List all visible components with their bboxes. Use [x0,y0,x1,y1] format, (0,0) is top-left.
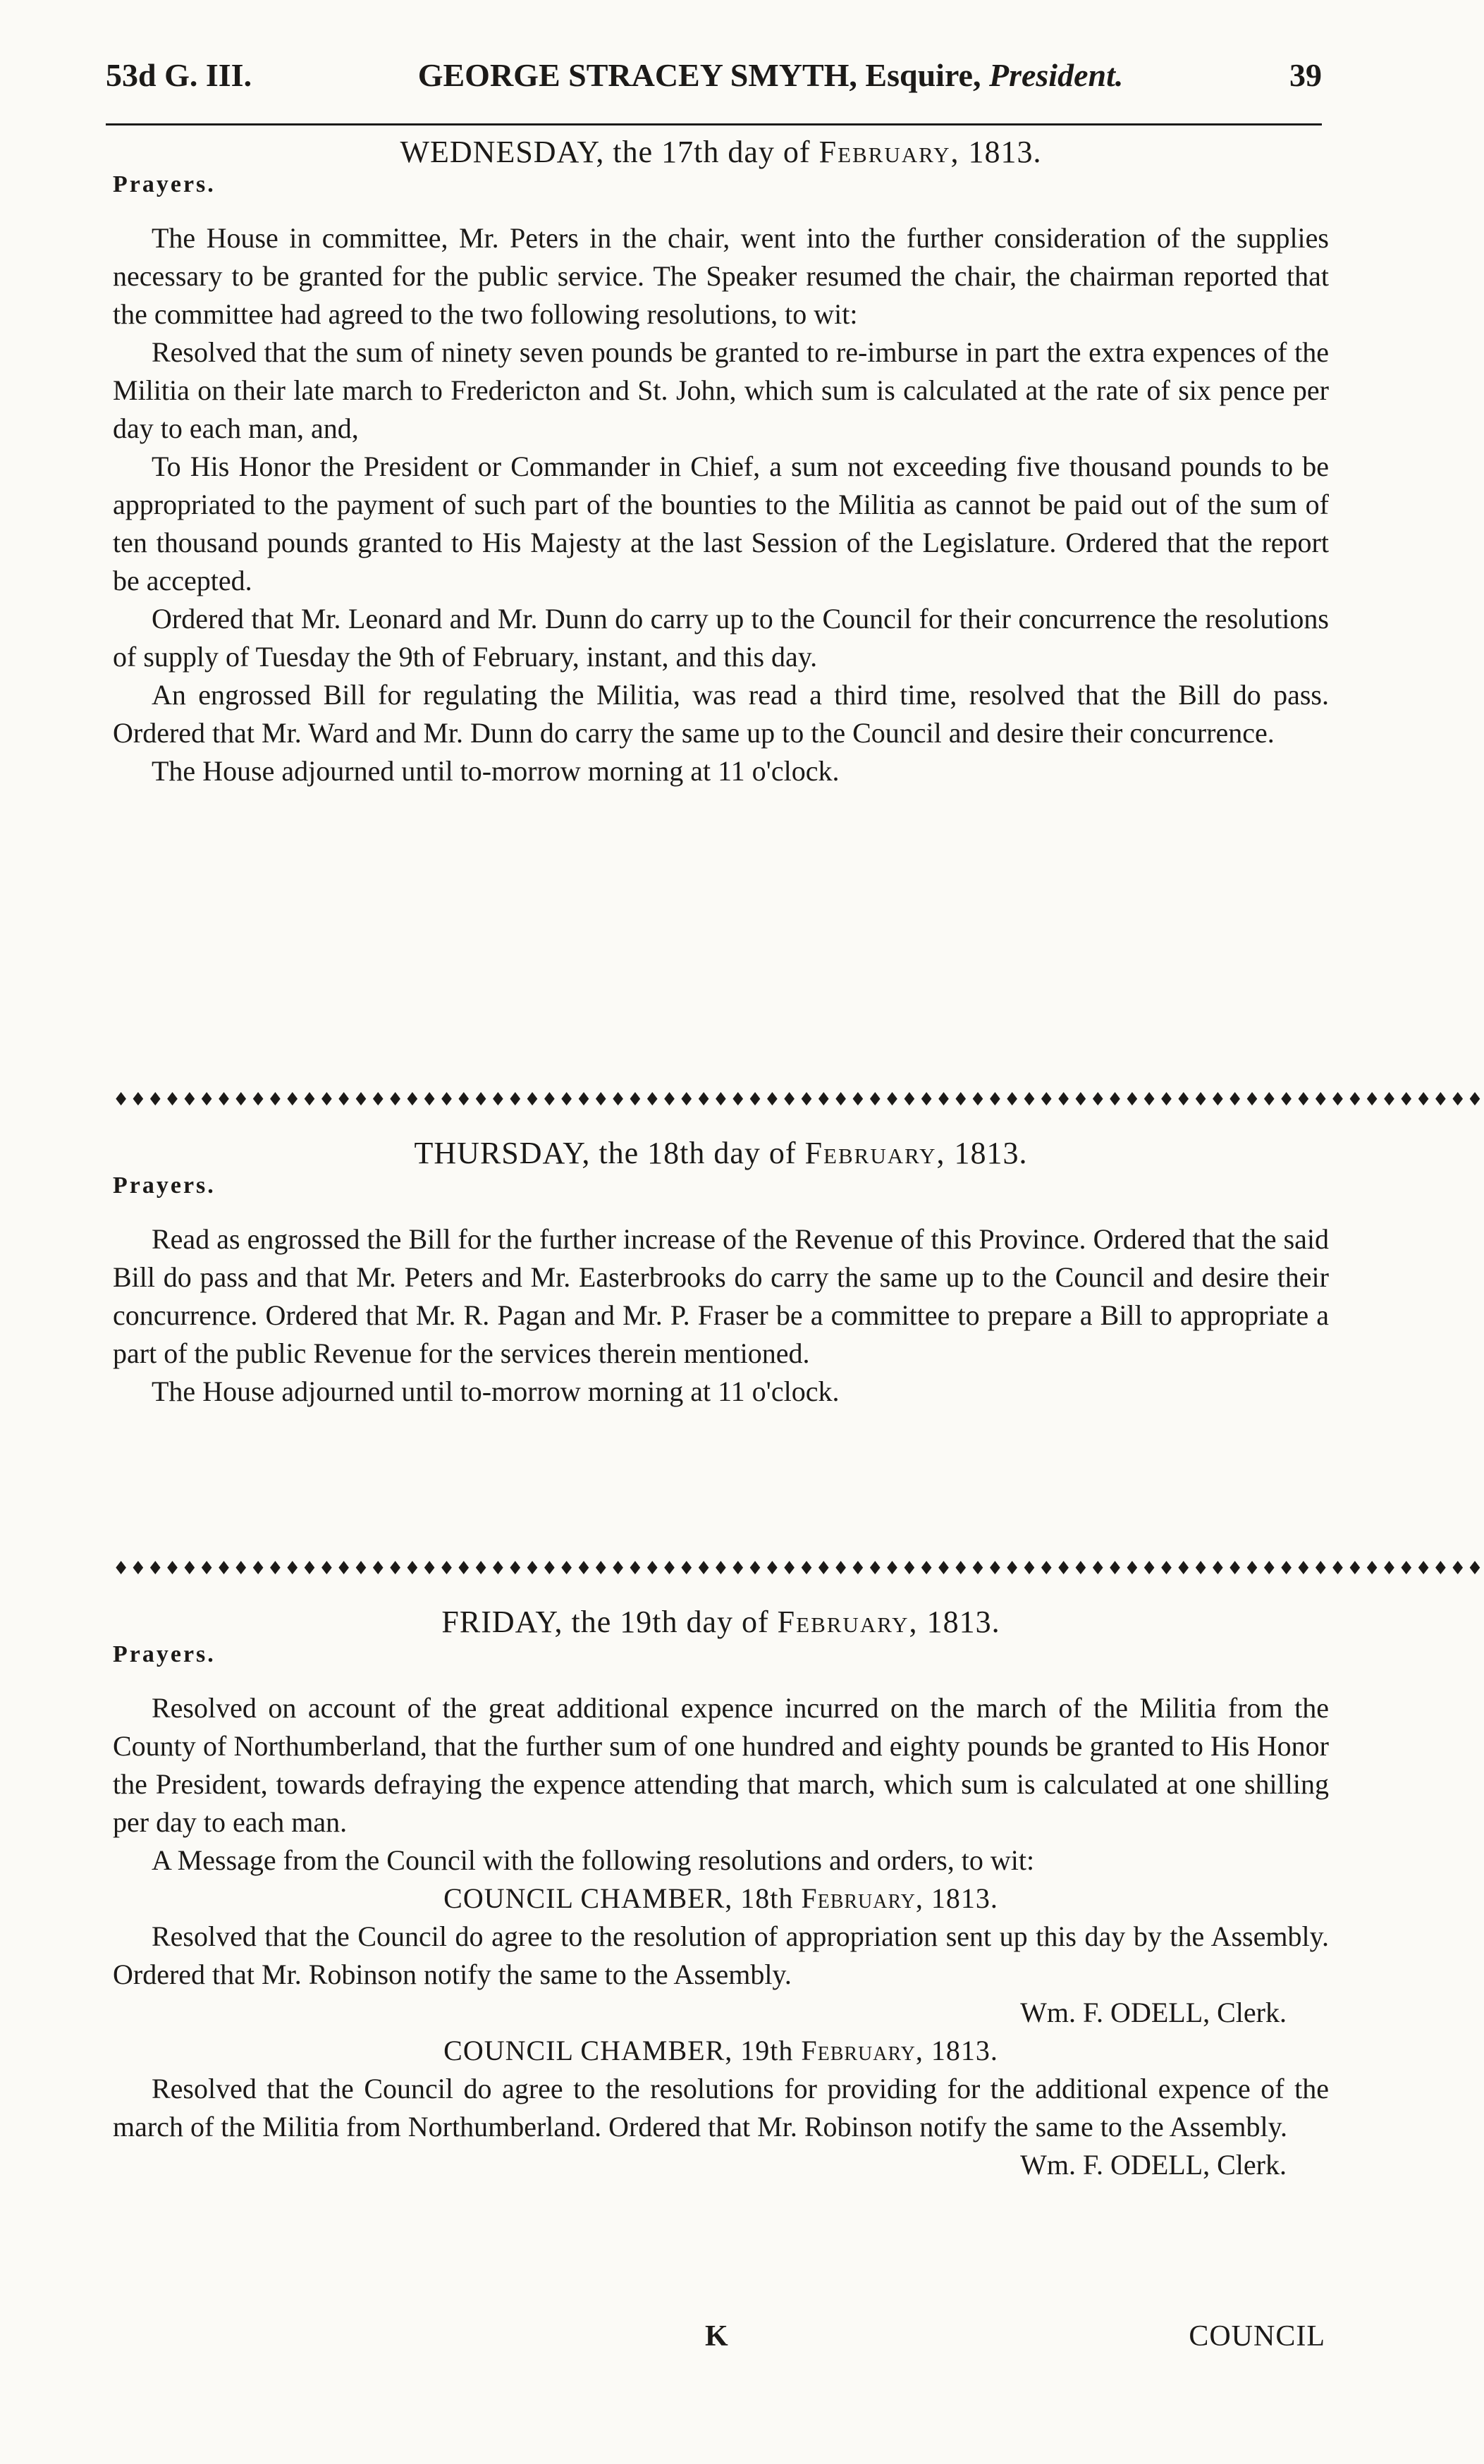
council-month: February, [801,2035,924,2066]
day-heading [113,1135,1329,1171]
clerk-signature: Wm. F. ODELL, Clerk. [1020,2149,1287,2181]
signature-mark: K [705,2320,728,2353]
paragraph: The House adjourned until to-morrow morning at 11 o'clock. [152,1375,840,1407]
running-header [106,56,1322,113]
day-heading [113,134,1329,170]
paragraph: To His Honor the President or Commander in Chief, a sum not exceeding five thousand pounds to be appropriated to the payment of such part of the bounties to the Militia as cannot be paid out of the sum of ten thousand pounds granted to His Majesty at the last Session of the Legislature. Ordered that the report be accepted. [113,450,1329,596]
section-thursday [113,1135,1329,1411]
council-chamber-heading [113,1880,1329,1918]
day-heading-prefix: FRIDAY, the 19th day of [441,1605,769,1639]
paragraph: Resolved that the sum of ninety seven pounds be granted to re-imburse in part the extra expences of the Militia on their late march to Fredericton and St. John, which sum is calculated at the rate of six pence per day to each man, and, [113,336,1329,444]
prayers-label: Prayers. [113,1641,216,1667]
header-session: 53d G. III. [106,57,252,93]
paragraph: Read as engrossed the Bill for the further increase of the Revenue of this Province. Ordered that the said Bill do pass and that Mr. Peters and Mr. Easterbrooks do carry the same up to the Council and desire their concurrence. Ordered that Mr. R. Pagan and Mr. P. Fraser be a committee to prepare a Bill to appropriate a part of the public Revenue for the services therein mentioned. [113,1223,1329,1369]
council-resolution: Resolved that the Council do agree to the resolutions for providing for the additional expence of the march of the Militia from Northumberland. Ordered that Mr. Robinson notify the same to the Assembly. [113,2073,1329,2143]
day-heading-month: February, [777,1605,919,1639]
day-heading-year: 1813. [954,1136,1028,1170]
council-resolution: Resolved that the Council do agree to the resolution of appropriation sent up this day by the Assembly. Ordered that Mr. Robinson notify the same to the Assembly. [113,1920,1329,1990]
council-month: February, [801,1882,924,1914]
header-title-president: President. [988,57,1124,93]
prayers-label: Prayers. [113,1172,216,1199]
day-heading-month: February, [818,135,960,169]
council-place: COUNCIL CHAMBER, 18th [443,1882,794,1914]
day-heading-month: February, [804,1136,946,1170]
day-heading-prefix: WEDNESDAY, the 17th day of [400,135,811,169]
day-heading-year: 1813. [968,135,1042,169]
paragraph: Resolved on account of the great additional expence incurred on the march of the Militia from the County of Northumberland, that the further sum of one hundred and eighty pounds be granted to His Honor the President, towards defraying the expence attending that march, which sum is calculated at one shilling per day to each man. [113,1692,1329,1838]
clerk-signature: Wm. F. ODELL, Clerk. [1020,1997,1287,2028]
paragraph: The House adjourned until to-morrow morning at 11 o'clock. [152,755,840,787]
paragraph: The House in committee, Mr. Peters in the chair, went into the further consideration of the supplies necessary to be granted for the public service. The Speaker resumed the chair, the chairman reported that the committee had agreed to the two following resolutions, to wit: [113,222,1329,330]
council-year: 1813. [931,2035,998,2066]
paragraph: Ordered that Mr. Leonard and Mr. Dunn do carry up to the Council for their concurrence the resolutions of supply of Tuesday the 9th of February, instant, and this day. [113,603,1329,673]
header-title-main: GEORGE STRACEY SMYTH, Esquire, [417,57,981,93]
day-heading-prefix: THURSDAY, the 18th day of [414,1136,797,1170]
prayers-label: Prayers. [113,171,216,197]
page-number: 39 [1289,57,1322,93]
council-chamber-heading [113,2032,1329,2070]
paragraph: A Message from the Council with the following resolutions and orders, to wit: [152,1844,1035,1876]
section-wednesday [113,134,1329,790]
council-place: COUNCIL CHAMBER, 19th [443,2035,794,2066]
catchword: COUNCIL [1189,2320,1325,2353]
header-rule [106,123,1322,125]
paragraph: An engrossed Bill for regulating the Militia, was read a third time, resolved that the Bill do pass. Ordered that Mr. Ward and Mr. Dunn do carry the same up to the Council and desire their concurrence. [113,679,1329,749]
ornament-divider: ♦♦♦♦♦♦♦♦♦♦♦♦♦♦♦♦♦♦♦♦♦♦♦♦♦♦♦♦♦♦♦♦♦♦♦♦♦♦♦♦♦♦♦♦♦♦♦♦♦♦♦♦♦♦♦♦♦♦♦♦♦♦♦♦♦♦♦♦♦♦♦♦♦♦♦♦♦♦♦♦ [113,1089,1484,1110]
day-heading-year: 1813. [926,1605,1000,1639]
section-friday [113,1604,1329,2184]
day-heading [113,1604,1329,1640]
ornament-divider: ♦♦♦♦♦♦♦♦♦♦♦♦♦♦♦♦♦♦♦♦♦♦♦♦♦♦♦♦♦♦♦♦♦♦♦♦♦♦♦♦♦♦♦♦♦♦♦♦♦♦♦♦♦♦♦♦♦♦♦♦♦♦♦♦♦♦♦♦♦♦♦♦♦♦♦♦♦♦♦♦ [113,1558,1484,1579]
header-title [252,56,1289,94]
council-year: 1813. [931,1882,998,1914]
